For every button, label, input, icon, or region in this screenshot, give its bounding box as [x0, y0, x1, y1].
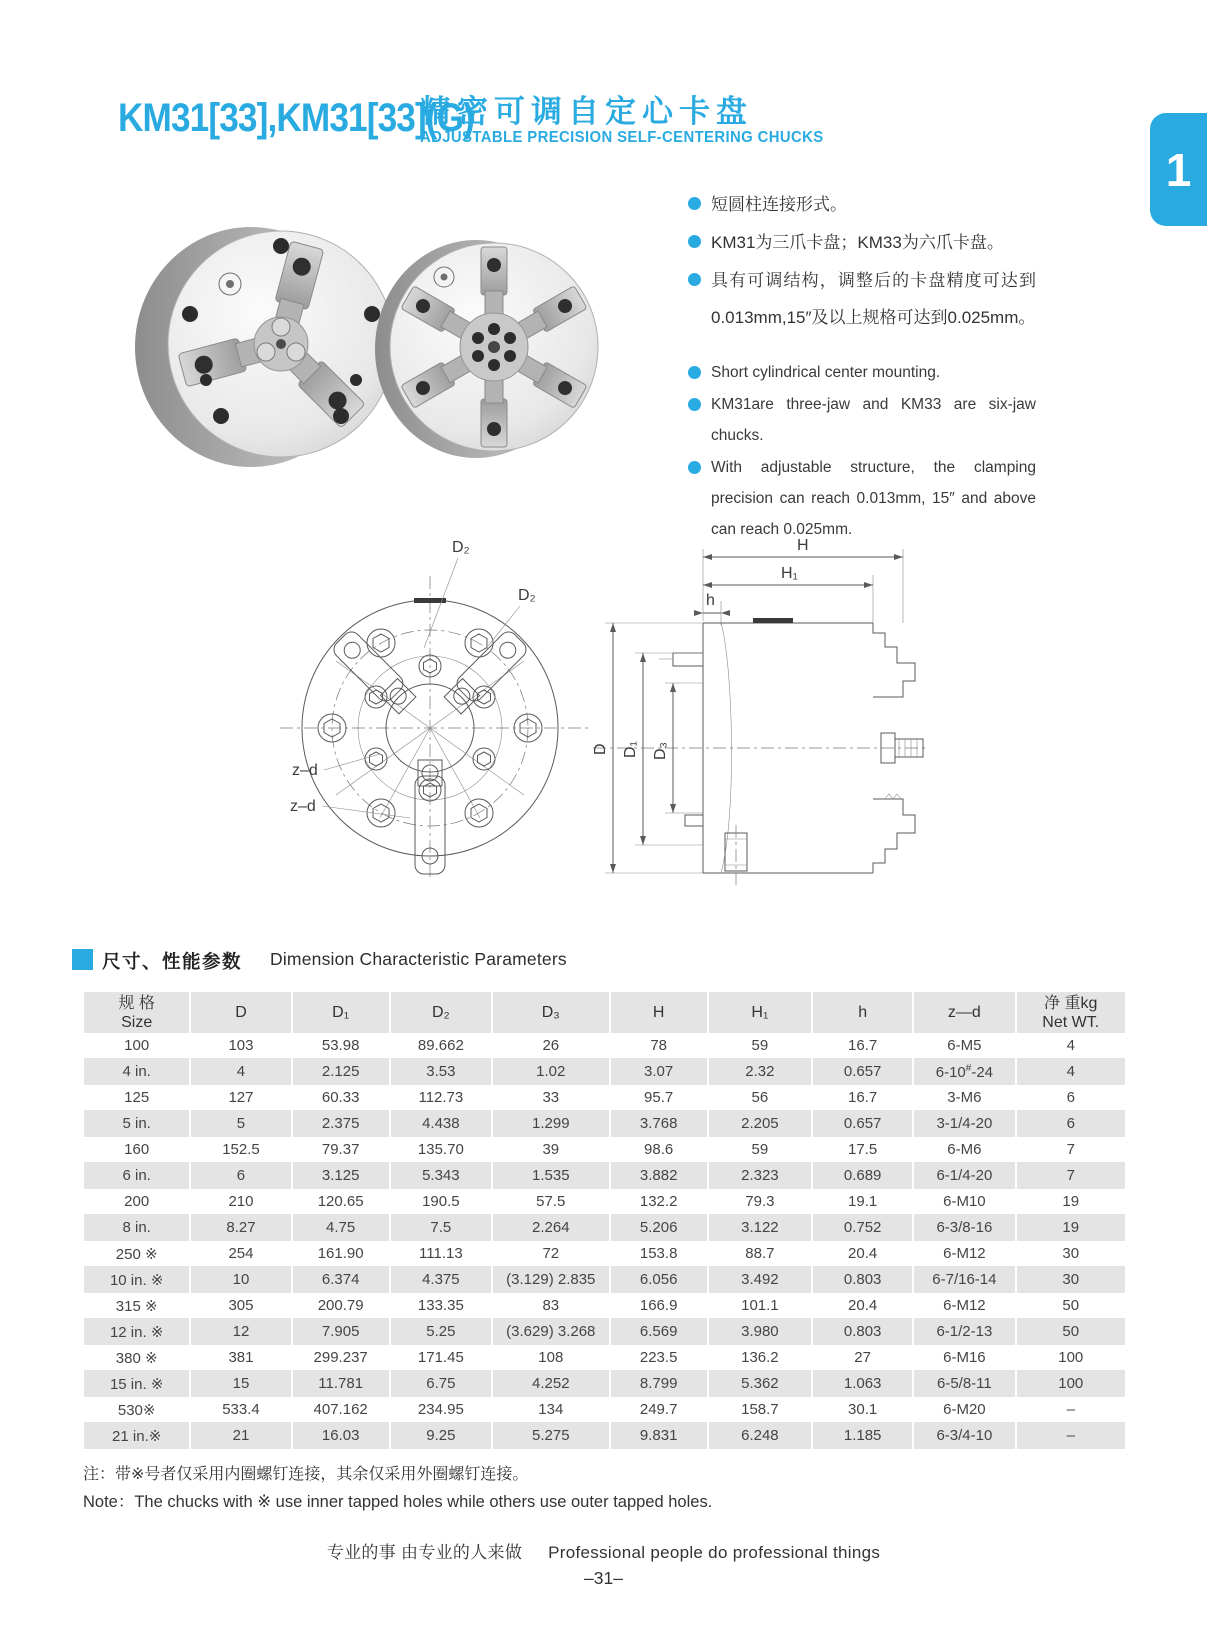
model-title: KM31[33],KM31[33](G)	[118, 96, 474, 140]
footer-slogan-en: Professional people do professional things	[548, 1543, 881, 1562]
table-cell: 7	[1017, 1137, 1126, 1163]
table-cell: 3-M6	[914, 1085, 1014, 1111]
dim-label-D: D	[592, 743, 609, 755]
table-cell: 0.803	[813, 1267, 912, 1293]
section-marker-icon	[72, 949, 93, 970]
table-cell: 1.299	[493, 1111, 609, 1137]
table-cell: 7	[1017, 1163, 1126, 1189]
table-cell: 250 ※	[84, 1241, 189, 1267]
table-row	[84, 1189, 1125, 1215]
table-cell: 79.3	[709, 1189, 811, 1215]
table-row	[84, 1319, 1125, 1345]
table-cell: 6-10#-24	[914, 1059, 1014, 1085]
table-cell: 7.905	[293, 1319, 389, 1345]
table-cell: 5.343	[391, 1163, 491, 1189]
table-cell: 83	[493, 1293, 609, 1319]
table-cell: 171.45	[391, 1345, 491, 1371]
table-cell: 4	[1017, 1033, 1126, 1059]
table-cell: 6-M6	[914, 1137, 1014, 1163]
table-row	[84, 1059, 1125, 1085]
table-cell: 2.32	[709, 1059, 811, 1085]
table-cell: 5	[191, 1111, 290, 1137]
feature-item	[688, 262, 1036, 336]
table-cell: 6	[1017, 1111, 1126, 1137]
table-row	[84, 1215, 1125, 1241]
dim-label-H1: H₁	[781, 565, 798, 582]
table-header-row	[84, 992, 1125, 1033]
table-row	[84, 1267, 1125, 1293]
table-header-cell: D₃	[493, 992, 609, 1033]
table-cell: 0.657	[813, 1059, 912, 1085]
table-cell: 30	[1017, 1267, 1126, 1293]
table-cell: 59	[709, 1137, 811, 1163]
table-cell: (3.129) 2.835	[493, 1267, 609, 1293]
table-cell: 21 in.※	[84, 1423, 189, 1449]
table-cell: 7.5	[391, 1215, 491, 1241]
feature-text: With adjustable structure, the clamping precision can reach 0.013mm, 15″ and above can reach 0.025mm.	[711, 459, 1036, 538]
table-row	[84, 1293, 1125, 1319]
table-cell: 6-5/8-11	[914, 1371, 1014, 1397]
dim-label-h: h	[706, 592, 715, 609]
table-cell: 112.73	[391, 1085, 491, 1111]
table-header-cell: h	[813, 992, 912, 1033]
section-view-drawing	[585, 515, 935, 887]
dim-label-H: H	[797, 537, 809, 554]
table-cell: 9.831	[611, 1423, 707, 1449]
table-cell: 57.5	[493, 1189, 609, 1215]
table-row	[84, 1163, 1125, 1189]
table-cell: 135.70	[391, 1137, 491, 1163]
table-cell: 6-M5	[914, 1033, 1014, 1059]
table-cell: 111.13	[391, 1241, 491, 1267]
table-cell: 16.7	[813, 1085, 912, 1111]
table-cell: 6-M10	[914, 1189, 1014, 1215]
table-cell: 33	[493, 1085, 609, 1111]
feature-item	[688, 389, 1036, 451]
bullet-icon	[688, 366, 701, 379]
table-cell: 125	[84, 1085, 189, 1111]
table-cell: 98.6	[611, 1137, 707, 1163]
bullet-icon	[688, 197, 701, 210]
dim-label-zd-b: z–d	[290, 798, 316, 815]
table-cell: 50	[1017, 1319, 1126, 1345]
table-cell: 3.53	[391, 1059, 491, 1085]
table-cell: 3.07	[611, 1059, 707, 1085]
six-jaw-chuck-photo	[372, 227, 607, 472]
table-cell: 17.5	[813, 1137, 912, 1163]
table-cell: 10	[191, 1267, 290, 1293]
table-cell: 21	[191, 1423, 290, 1449]
section-title-cn: 尺寸、性能参数	[102, 951, 243, 972]
table-cell: 30.1	[813, 1397, 912, 1423]
table-cell: 15 in. ※	[84, 1371, 189, 1397]
table-cell: 11.781	[293, 1371, 389, 1397]
dim-label-D3: D₃	[652, 741, 669, 760]
table-cell: 89.662	[391, 1033, 491, 1059]
table-cell: 4	[191, 1059, 290, 1085]
table-cell: 234.95	[391, 1397, 491, 1423]
table-cell: 153.8	[611, 1241, 707, 1267]
table-row	[84, 1423, 1125, 1449]
table-header-cell: 净 重kg Net WT.	[1017, 992, 1126, 1033]
table-cell: 39	[493, 1137, 609, 1163]
feature-list-cn	[688, 186, 1036, 337]
table-cell: 133.35	[391, 1293, 491, 1319]
table-row	[84, 1137, 1125, 1163]
table-cell: 10 in. ※	[84, 1267, 189, 1293]
table-header-cell: 规 格 Size	[84, 992, 189, 1033]
table-cell: 6	[1017, 1085, 1126, 1111]
table-cell: 4.75	[293, 1215, 389, 1241]
table-cell: 134	[493, 1397, 609, 1423]
table-cell: 19	[1017, 1189, 1126, 1215]
table-row	[84, 1111, 1125, 1137]
table-cell: 6-7/16-14	[914, 1267, 1014, 1293]
feature-item	[688, 186, 1036, 223]
table-header-cell: D₁	[293, 992, 389, 1033]
table-cell: 2.205	[709, 1111, 811, 1137]
dimension-parameters-table	[82, 992, 1127, 1449]
table-cell: 305	[191, 1293, 290, 1319]
table-row	[84, 1033, 1125, 1059]
table-cell: 407.162	[293, 1397, 389, 1423]
table-cell: 8.799	[611, 1371, 707, 1397]
table-cell: 380 ※	[84, 1345, 189, 1371]
table-cell: 223.5	[611, 1345, 707, 1371]
table-cell: 6-M12	[914, 1241, 1014, 1267]
table-cell: 200.79	[293, 1293, 389, 1319]
table-header-cell: H₁	[709, 992, 811, 1033]
table-cell: 381	[191, 1345, 290, 1371]
table-cell: 3-1/4-20	[914, 1111, 1014, 1137]
table-row	[84, 1397, 1125, 1423]
table-cell: 161.90	[293, 1241, 389, 1267]
table-cell: 78	[611, 1033, 707, 1059]
table-cell: 8 in.	[84, 1215, 189, 1241]
table-cell: 4 in.	[84, 1059, 189, 1085]
three-jaw-chuck-photo	[133, 220, 405, 475]
table-cell: 3.492	[709, 1267, 811, 1293]
page-number: –31–	[584, 1568, 623, 1588]
footer-slogan	[0, 1538, 1207, 1563]
dim-label-d2-inner: D₂	[452, 539, 470, 556]
table-cell: 6-M12	[914, 1293, 1014, 1319]
table-cell: 9.25	[391, 1423, 491, 1449]
table-cell: 2.323	[709, 1163, 811, 1189]
table-cell: 1.185	[813, 1423, 912, 1449]
table-cell: 6.374	[293, 1267, 389, 1293]
front-view-drawing	[262, 518, 607, 886]
table-cell: 3.125	[293, 1163, 389, 1189]
table-cell: 60.33	[293, 1085, 389, 1111]
table-cell: 6.75	[391, 1371, 491, 1397]
table-row	[84, 1371, 1125, 1397]
page-title-en: ADJUSTABLE PRECISION SELF-CENTERING CHUCKS	[420, 129, 824, 146]
table-cell: 56	[709, 1085, 811, 1111]
table-cell: 6-1/4-20	[914, 1163, 1014, 1189]
table-cell: 299.237	[293, 1345, 389, 1371]
table-cell: 166.9	[611, 1293, 707, 1319]
table-cell: 4.375	[391, 1267, 491, 1293]
table-cell: 127	[191, 1085, 290, 1111]
table-cell: 3.768	[611, 1111, 707, 1137]
feature-text: Short cylindrical center mounting.	[711, 364, 941, 381]
table-cell: 101.1	[709, 1293, 811, 1319]
table-cell: 4	[1017, 1059, 1126, 1085]
feature-text: 具有可调结构，调整后的卡盘精度可达到 0.013mm,15″及以上规格可达到0.025mm。	[711, 271, 1036, 327]
table-cell: 120.65	[293, 1189, 389, 1215]
chapter-tab	[1150, 113, 1207, 226]
table-body	[84, 1033, 1125, 1449]
table-cell: 0.689	[813, 1163, 912, 1189]
table-cell: 1.063	[813, 1371, 912, 1397]
table-cell: –	[1017, 1397, 1126, 1423]
table-cell: 6-M16	[914, 1345, 1014, 1371]
feature-text: 短圆柱连接形式。	[711, 195, 847, 214]
table-cell: 19.1	[813, 1189, 912, 1215]
table-cell: 103	[191, 1033, 290, 1059]
bullet-icon	[688, 235, 701, 248]
table-cell: 5.25	[391, 1319, 491, 1345]
table-cell: 6-M20	[914, 1397, 1014, 1423]
table-cell: 158.7	[709, 1397, 811, 1423]
table-cell: 6.569	[611, 1319, 707, 1345]
table-cell: 95.7	[611, 1085, 707, 1111]
bullet-icon	[688, 398, 701, 411]
dim-label-d2-outer: D₂	[518, 587, 536, 604]
table-cell: 160	[84, 1137, 189, 1163]
feature-text: KM31are three-jaw and KM33 are six-jaw chucks.	[711, 396, 1036, 444]
footer-slogan-cn: 专业的事 由专业的人来做	[326, 1543, 523, 1562]
table-cell: 3.980	[709, 1319, 811, 1345]
table-cell: –	[1017, 1423, 1126, 1449]
table-header-cell: z—d	[914, 992, 1014, 1033]
table-cell: 50	[1017, 1293, 1126, 1319]
table-cell: 30	[1017, 1241, 1126, 1267]
table-cell: 136.2	[709, 1345, 811, 1371]
table-cell: 6-1/2-13	[914, 1319, 1014, 1345]
table-cell: 4.438	[391, 1111, 491, 1137]
table-cell: 0.752	[813, 1215, 912, 1241]
table-cell: 88.7	[709, 1241, 811, 1267]
table-cell: 6 in.	[84, 1163, 189, 1189]
note-en: Note：The chucks with ※ use inner tapped holes while others use outer tapped holes.	[83, 1493, 713, 1511]
table-cell: 8.27	[191, 1215, 290, 1241]
table-cell: 100	[84, 1033, 189, 1059]
table-cell: 12	[191, 1319, 290, 1345]
table-cell: 6-3/4-10	[914, 1423, 1014, 1449]
table-cell: 19	[1017, 1215, 1126, 1241]
table-cell: 26	[493, 1033, 609, 1059]
table-cell: 27	[813, 1345, 912, 1371]
table-head	[84, 992, 1125, 1033]
table-header-cell: D	[191, 992, 290, 1033]
table-cell: 152.5	[191, 1137, 290, 1163]
table-cell: 72	[493, 1241, 609, 1267]
table-cell: 254	[191, 1241, 290, 1267]
table-row	[84, 1345, 1125, 1371]
table-cell: 2.375	[293, 1111, 389, 1137]
table-cell: 5 in.	[84, 1111, 189, 1137]
table-header-cell: D₂	[391, 992, 491, 1033]
table-cell: 533.4	[191, 1397, 290, 1423]
page-title-cn: 精密可调自定心卡盘	[420, 94, 753, 129]
table-cell: 59	[709, 1033, 811, 1059]
table-cell: 3.122	[709, 1215, 811, 1241]
table-row	[84, 1085, 1125, 1111]
feature-item	[688, 224, 1036, 261]
table-cell: 6	[191, 1163, 290, 1189]
dim-label-D1: D₁	[622, 741, 639, 758]
table-cell: 5.362	[709, 1371, 811, 1397]
table-cell: 2.125	[293, 1059, 389, 1085]
table-cell: 0.803	[813, 1319, 912, 1345]
table-cell: 1.02	[493, 1059, 609, 1085]
table-cell: 53.98	[293, 1033, 389, 1059]
table-row	[84, 1241, 1125, 1267]
table-cell: 530※	[84, 1397, 189, 1423]
dim-label-zd-a: z–d	[292, 762, 318, 779]
table-cell: 5.206	[611, 1215, 707, 1241]
table-cell: 315 ※	[84, 1293, 189, 1319]
chapter-number: 1	[1165, 143, 1192, 196]
table-cell: 108	[493, 1345, 609, 1371]
table-header-cell: H	[611, 992, 707, 1033]
table-cell: 20.4	[813, 1241, 912, 1267]
table-cell: 15	[191, 1371, 290, 1397]
feature-item	[688, 357, 1036, 388]
table-cell: 1.535	[493, 1163, 609, 1189]
table-cell: 12 in. ※	[84, 1319, 189, 1345]
table-cell: 6.248	[709, 1423, 811, 1449]
table-cell: 249.7	[611, 1397, 707, 1423]
table-cell: 100	[1017, 1345, 1126, 1371]
feature-text: KM31为三爪卡盘；KM33为六爪卡盘。	[711, 233, 1004, 252]
table-cell: 4.252	[493, 1371, 609, 1397]
table-cell: 6-3/8-16	[914, 1215, 1014, 1241]
table-cell: 79.37	[293, 1137, 389, 1163]
table-cell: 200	[84, 1189, 189, 1215]
table-cell: (3.629) 3.268	[493, 1319, 609, 1345]
table-cell: 190.5	[391, 1189, 491, 1215]
table-cell: 5.275	[493, 1423, 609, 1449]
table-cell: 20.4	[813, 1293, 912, 1319]
table-cell: 210	[191, 1189, 290, 1215]
table-cell: 3.882	[611, 1163, 707, 1189]
table-cell: 0.657	[813, 1111, 912, 1137]
table-cell: 16.03	[293, 1423, 389, 1449]
bullet-icon	[688, 273, 701, 286]
table-cell: 132.2	[611, 1189, 707, 1215]
bullet-icon	[688, 461, 701, 474]
section-title-en: Dimension Characteristic Parameters	[270, 949, 567, 969]
note-cn: 注：带※号者仅采用内圈螺钉连接，其余仅采用外圈螺钉连接。	[83, 1466, 529, 1483]
table-cell: 100	[1017, 1371, 1126, 1397]
table-cell: 16.7	[813, 1033, 912, 1059]
table-cell: 6.056	[611, 1267, 707, 1293]
table-cell: 2.264	[493, 1215, 609, 1241]
